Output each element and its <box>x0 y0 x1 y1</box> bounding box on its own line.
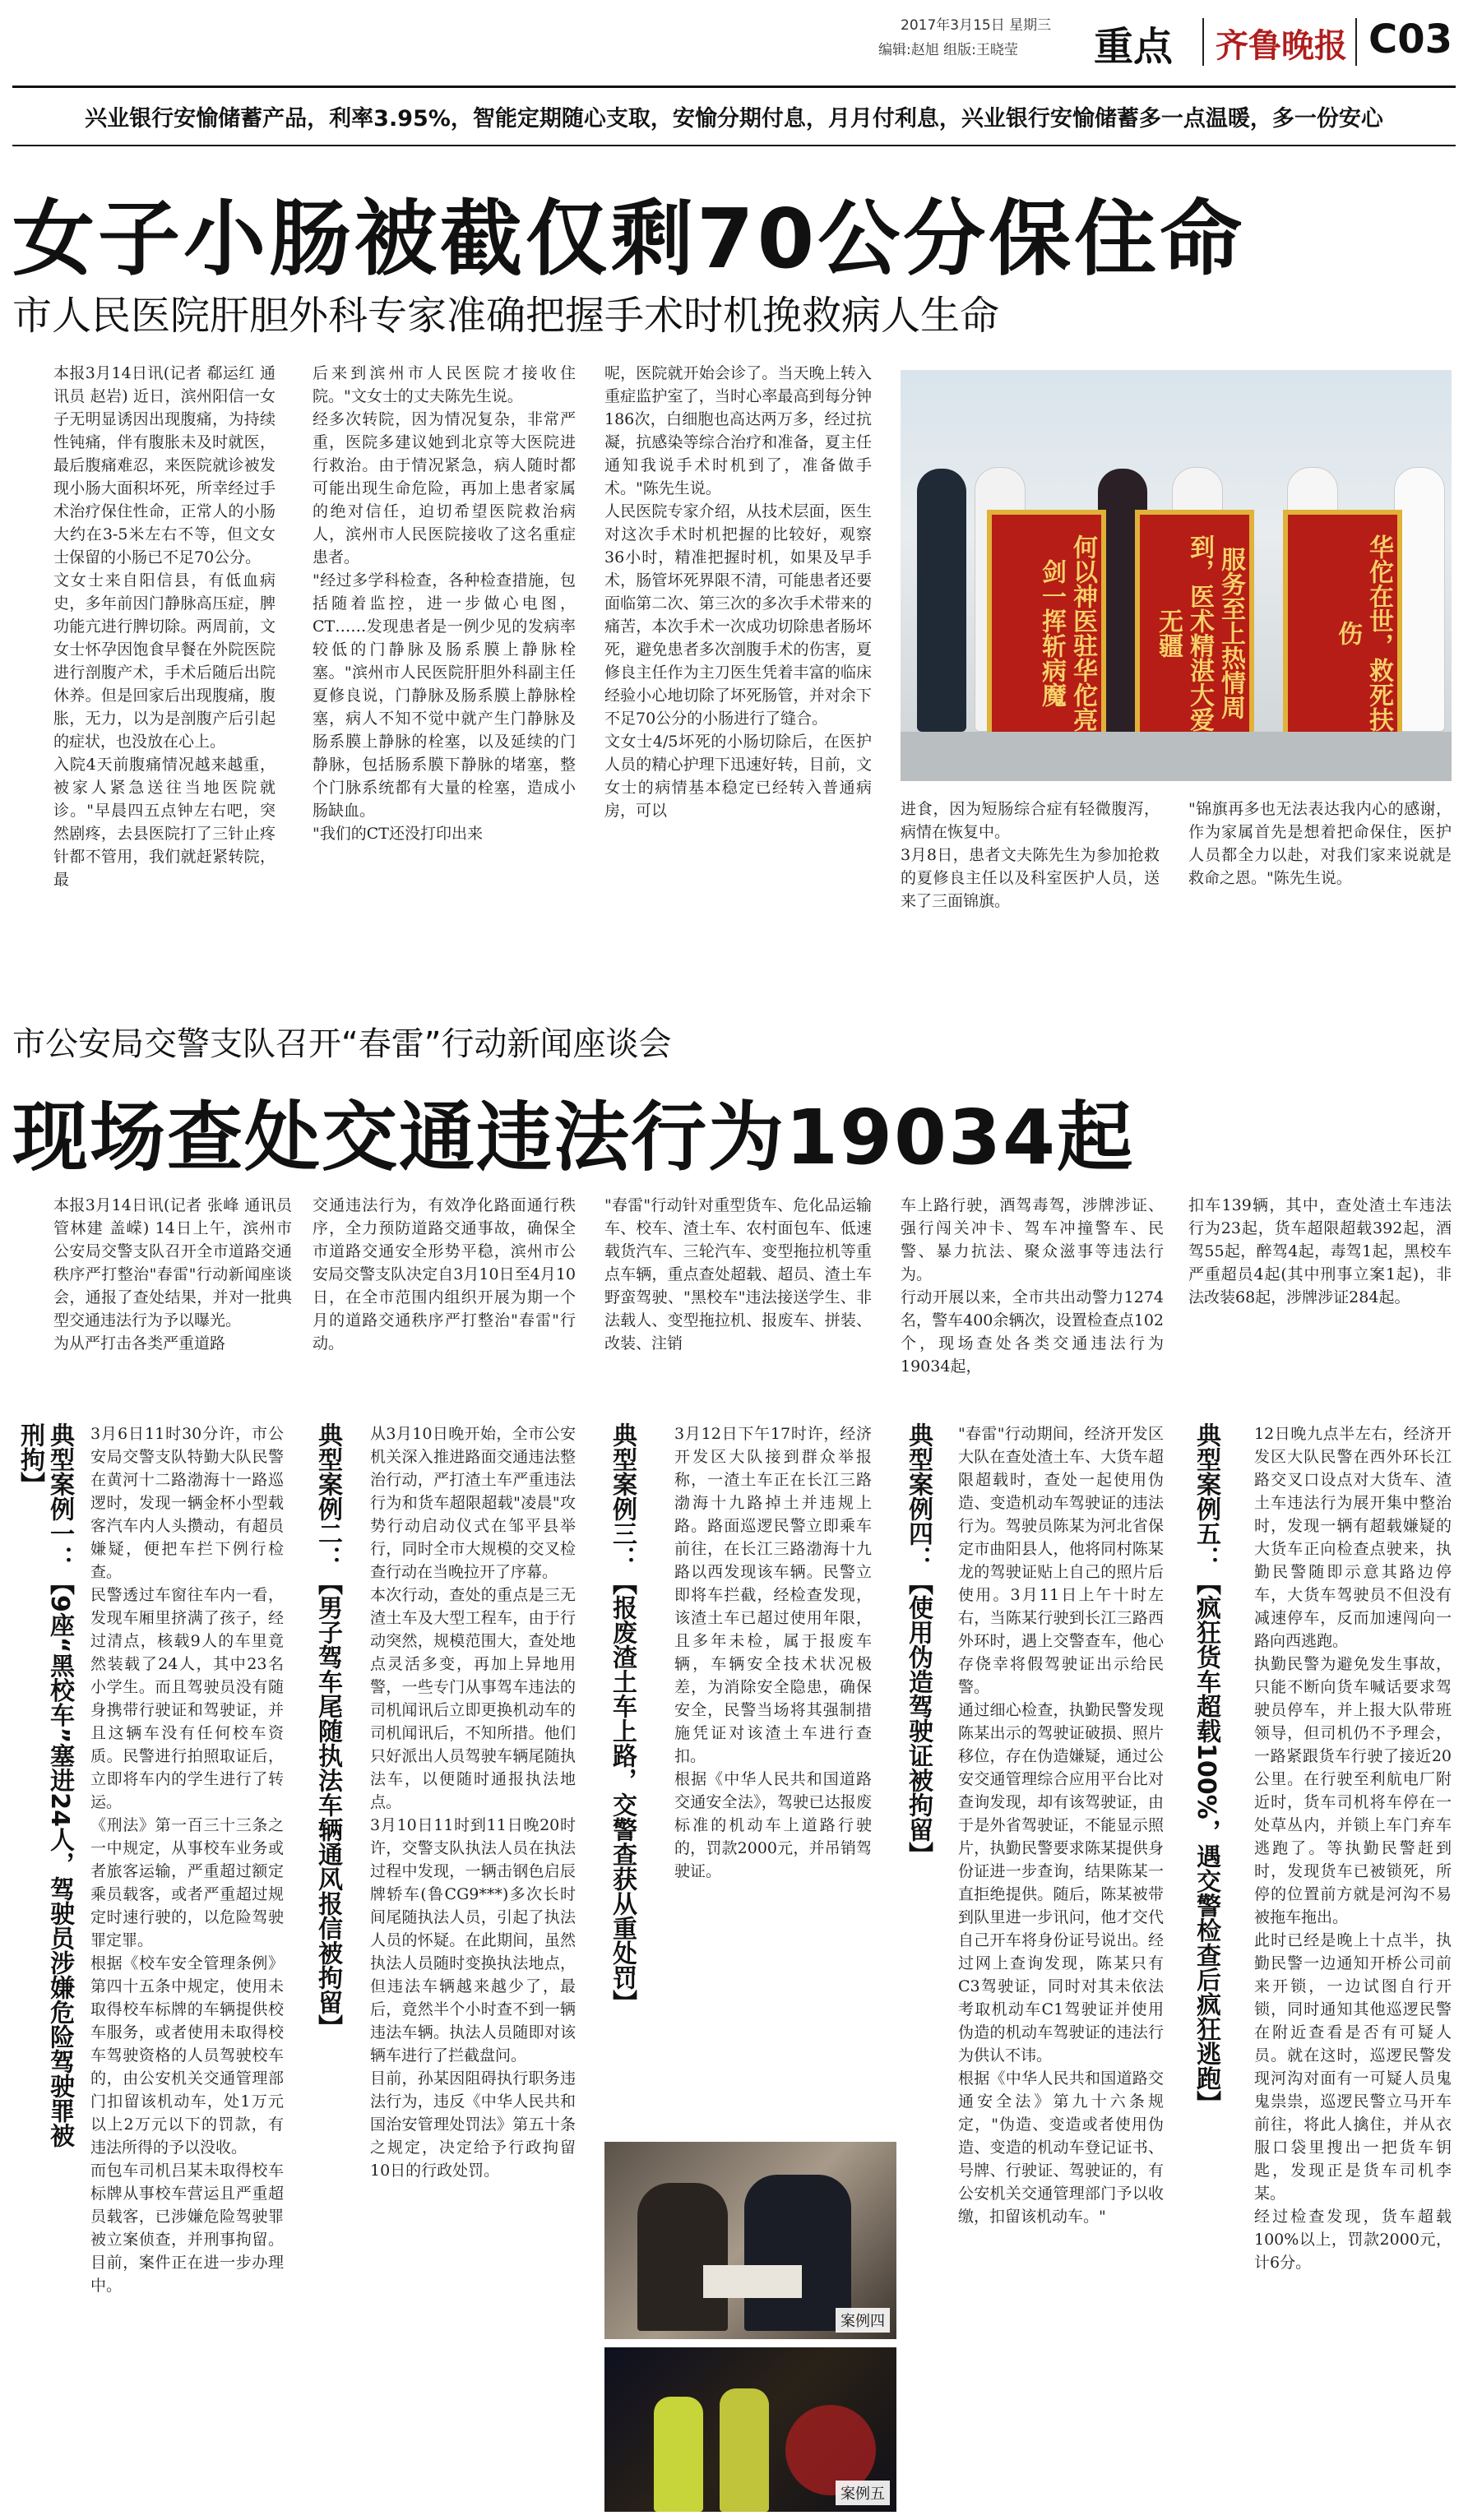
case5-label: 典型案例五： <box>1192 1422 1220 1570</box>
case5-title: 【疯狂货车超载100%，遇交警检查后疯狂逃跑】 <box>1192 1570 1220 2115</box>
case1-label: 典型案例一： <box>45 1422 74 1570</box>
article1-column-4: 进食，因为短肠综合症有轻微腹泻，病情在恢复中。 3月8日，患者文夫陈先生为参加抢救的夏修良主任以及科室医护人员，送来了三面锦旗。 <box>901 800 1160 910</box>
case2-title: 【男子驾车尾随执法车辆通风报信被拘留】 <box>313 1570 342 2039</box>
case4-body: "春雷"行动期间，经济开发区大队在查处渣土车、大货车超限超载时，查处一起使用伪造、变造机动车驾驶证的违法行为。驾驶员陈某为河北省保定市曲阳县人，他将同村陈某龙的驾驶证贴上自己的照片后使用。3月11日上午十时左右，当陈某行驶到长江三路西外环时，遇上交警查车，他心存侥幸将假驾驶证出示给民警。 通过细心检查，执勤民警发现陈某出示的驾驶证破损、照片移位，存在伪造嫌疑，通过公安交通管理综合应用平台比对查询发现，却有该驾驶证，由于是外省驾驶证，不能显示照片，执勤民警要求陈某提供身份证进一步查询，结果陈某一直拒绝提供。随后，陈某被带到队里进一步讯问，他才交代自己开车将身份证号说出。经过网上查询发现，陈某只有C3驾驶证，同时对其未依法考取机动车C1驾驶证并使用伪造的机动车驾驶证的违法行为供认不讳。 根据《中华人民共和国道路交通安全法》第九十六条规定，"伪造、变造或者使用伪造、变造的机动车登记证书、号牌、行驶证、驾驶证的，有公安机关交通管理部门予以收缴，扣留该机动车。" <box>958 1425 1164 2226</box>
section-name: 重点 <box>1094 24 1174 70</box>
issue-date: 2017年3月15日 星期三 <box>901 17 1052 34</box>
case4-caption: 案例四 <box>836 2308 890 2333</box>
case4-title: 【使用伪造驾驶证被拘留】 <box>904 1570 933 1866</box>
header-rule <box>12 86 1456 88</box>
case1-body: 3月6日11时30分许，市公安局交警支队特勤大队民警在黄河十二路渤海十一路巡逻时，发现一辆金杯小型载客汽车内人头攒动，有超员嫌疑，便把车拦下例行检查。 民警透过车窗往车内一看，发现车厢里挤满了孩子，经过清点，核载9人的车里竟然装载了24人，其中23名小学生。而且驾驶员没有随身携带行驶证和驾驶证，并且这辆车没有任何校车资质。民警进行拍照取证后，立即将车内的学生进行了转运。 《刑法》第一百三十三条之一中规定，从事校车业务或者旅客运输，严重超过额定乘员载客，或者严重超过规定时速行驶的，以危险驾驶罪定罪。 根据《校车安全管理条例》第四十五条中规定，使用未取得校车标牌的车辆提供校车服务，或者使用未取得校车驾驶资格的人员驾驶校车的，由公安机关交通管理部门扣留该机动车，处1万元以上2万元以下的罚款，有违法所得的予以没收。 而包车司机吕某未取得校车标牌从事校车营运且严重超员载客，已涉嫌危险驾驶罪被立案侦查，并刑事拘留。目前，案件正在进一步办理中。 <box>90 1425 284 2295</box>
article2-headline: 现场查处交通违法行为19034起 <box>12 1094 1135 1181</box>
article2-kicker: 市公安局交警支队召开“春雷”行动新闻座谈会 <box>12 1025 672 1063</box>
person-figure <box>917 469 966 732</box>
case1-heading <box>15 1422 74 2162</box>
article1-column-5: "锦旗再多也无法表达我内心的感谢，作为家属首先是想着把命保住，医护人员都全力以赴，对我们家来说就是救命之恩。"陈先生说。 <box>1188 800 1452 887</box>
bank-ad-banner: 兴业银行安愉储蓄产品，利率3.95%，智能定期随心支取，安愉分期付息，月月付利息，兴业银行安愉储蓄多一点温暖，多一份安心 <box>85 106 1383 132</box>
case3-heading <box>607 1422 637 2162</box>
ad-rule <box>12 145 1456 146</box>
award-banner-photo <box>901 370 1452 781</box>
silk-banner: 服务至上热情周到，医术精湛大爱无疆 <box>1135 510 1254 756</box>
case2-body: 从3月10日晚开始，全市公安机关深入推进路面交通违法整治行动，严打渣土车严重违法行为和货车超限超载"凌晨"攻势行动启动仪式在邹平县举行，同时全市大规模的交叉检查行动在当晚拉开了序幕。 本次行动，查处的重点是三无渣土车及大型工程车，由于行动突然，规模范围大，查处地点灵活多变，再加上异地用警，一些专门从事驾车违法的司机闻讯后立即更换机动车的司机闻讯后，不知所措。他们只好派出人员驾驶车辆尾随执法车，以便随时通报执法地点。 3月10日11时到11日晚20时许，交警支队执法人员在执法过程中发现，一辆击钢色启辰牌轿车(鲁CG9***)多次长时间尾随执法人员，引起了执法人员的怀疑。在此期间，虽然执法人员随时变换执法地点，但违法车辆越来越少了，最后，竟然半个小时查不到一辆违法车辆。执法人员随即对该辆车进行了拦截盘问。 目前，孙某因阻碍执行职务违法行为，违反《中华人民共和国治安管理处罚法》第五十条之规定，决定给予行政拘留10日的行政处罚。 <box>370 1425 576 2180</box>
document-sheet <box>703 2265 802 2298</box>
officer-vest <box>720 2388 769 2512</box>
page-number: C03 <box>1368 16 1453 62</box>
case4-photo <box>604 2142 896 2339</box>
case5-photo <box>604 2347 896 2512</box>
floor <box>901 732 1452 781</box>
newspaper-logo: 齐鲁晚报 <box>1216 26 1347 65</box>
header-divider <box>1202 18 1204 66</box>
article2-column-1: 本报3月14日讯(记者 张峰 通讯员 管林建 盖嵘) 14日上午，滨州市公安局交警支队召开全市道路交通秩序严打整治"春雷"行动新闻座谈会，通报了查处结果，并对一批典型交通违法行为予以曝光。 为从严打击各类严重道路 <box>53 1196 292 1352</box>
case3-label: 典型案例三： <box>608 1422 637 1570</box>
article1-subheadline: 市人民医院肝胆外科专家准确把握手术时机挽救病人生命 <box>12 293 1000 339</box>
case3-body: 3月12日下午17时许，经济开发区大队接到群众举报称，一渣土车正在长江三路渤海十九路掉土并违规上路。路面巡逻民警立即乘车前往，在长江三路渤海十九路以西发现该车辆。民警立即将车拦截，经检查发现，该渣土车已超过使用年限，且多年未检，属于报废车辆，车辆安全技术状况极差，为消除安全隐患，确保安全，民警当场将其强制措施凭证对该渣土车进行查扣。 根据《中华人民共和国道路交通安全法》，驾驶已达报废标准的机动车上道路行驶的，罚款2000元，并吊销驾驶证。 <box>674 1425 872 1880</box>
silk-banner: 华佗在世，救死扶伤 <box>1283 510 1402 756</box>
header-divider <box>1355 18 1357 66</box>
silk-banner: 何以神医驻华佗亮剑一挥斩病魔 <box>987 510 1106 756</box>
editors-line: 编辑:赵旭 组版:王晓莹 <box>878 42 1018 58</box>
officer-vest <box>654 2397 703 2512</box>
article1-column-1: 本报3月14日讯(记者 郗运红 通讯员 赵岩) 近日，滨州阳信一女子无明显诱因出现腹痛，为持续性钝痛，伴有腹胀未及时就医，最后腹痛难忍，来医院就诊被发现小肠大面积坏死，所幸经过手术治疗保住性命，正常人的小肠大约在3-5米左右不等，但文女士保留的小肠已不足70公分。 文女士来自阳信县，有低血病史，多年前因门静脉高压症，脾功能亢进行脾切除。两周前，文女士怀孕因饱食早餐在外院医院进行剖腹产术，手术后随后出院休养。但是回家后出现腹痛，腹胀，无力，以为是剖腹产后引起的症状，也没放在心上。 入院4天前腹痛情况越来越重，被家人紧急送往当地医院就诊。"早晨四五点钟左右吧，突然剧疼，去县医院打了三针止疼针都不管用，我们就赶紧转院，最 <box>53 364 276 889</box>
article1-headline: 女子小肠被截仅剩70公分保住命 <box>12 191 1246 287</box>
case5-body: 12日晚九点半左右，经济开发区大队民警在西外环长江路交叉口设点对大货车、渣土车违法行为展开集中整治时，发现一辆有超载嫌疑的大货车正向检查点驶来，执勤民警随即示意其路边停车，大货车驾驶员不但没有减速停车，反而加速闯向一路向西逃跑。 执勤民警为避免发生事故，只能不断向货车喊话要求驾驶员停车，并上报大队带班领导，但司机仍不予理会，一路紧跟货车行驶了接近20公里。在行驶至利航电厂附近时，货车司机将车停在一处草丛内，并锁上车门弃车逃跑了。等执勤民警赶到时，发现货车已被锁死，所停的位置前方就是河沟不易被拖车拖出。 此时已经是晚上十点半，执勤民警一边通知开桥公司前来开锁，一边试图自行开锁，同时通知其他巡逻民警在附近查看是否有可疑人员。就在这时，巡逻民警发现河沟对面有一可疑人员鬼鬼祟祟，巡逻民警立马开车前往，将此人擒住，并从衣服口袋里搜出一把货车钥匙，发现正是货车司机李某。 经过检查发现，货车超载100%以上，罚款2000元，计6分。 <box>1254 1425 1452 2272</box>
case3-title: 【报废渣土车上路，交警查获从重处罚】 <box>608 1570 637 2014</box>
article2-column-3: "春雷"行动针对重型货车、危化品运输车、校车、渣土车、农村面包车、低速载货汽车、三轮汽车、变型拖拉机等重点车辆，重点查处超载、超员、渣土车野蛮驾驶、"黑校车"违法接送学生、非法载人、变型拖拉机、报废车、拼装、改装、注销 <box>604 1196 872 1352</box>
case2-label: 典型案例二： <box>313 1422 342 1570</box>
case4-heading <box>903 1422 933 2162</box>
article2-column-4: 车上路行驶，酒驾毒驾，涉牌涉证、强行闯关冲卡、驾车冲撞警车、民警、暴力抗法、聚众滋事等违法行为。 行动开展以来，全市共出动警力1274名，警车400余辆次，设置检查点102个，现场查处各类交通违法行为19034起， <box>901 1196 1164 1376</box>
case4-label: 典型案例四： <box>904 1422 933 1570</box>
case2-heading <box>313 1422 342 2162</box>
article2-column-5: 扣车139辆，其中，查处渣土车违法行为23起，货车超限超载392起，酒驾55起，醉驾4起，毒驾1起，黑校车严重超员4起(其中刑事立案1起)，非法改装68起，涉牌涉证284起。 <box>1188 1196 1452 1306</box>
officer-figure <box>637 2183 728 2331</box>
case1-title: 【9座“黑校车”塞进24人，驾驶员涉嫌危险驾驶罪被刑拘】 <box>16 1422 74 2148</box>
case5-caption: 案例五 <box>836 2481 890 2505</box>
case5-heading <box>1191 1422 1220 2162</box>
article2-column-2: 交通违法行为，有效净化路面通行秩序，全力预防道路交通事故，确保全市道路交通安全形势平稳，滨州市公安局交警支队决定自3月10日至4月10日，在全市范围内组织开展为期一个月的道路交通秩序严打整治"春雷"行动。 <box>313 1196 576 1352</box>
article1-column-3: 呢，医院就开始会诊了。当天晚上转入重症监护室了，当时心率最高到每分钟186次，白细胞也高达两万多，经过抗凝，抗感染等综合治疗和准备，夏主任通知我说手术时机到了，准备做手术。"陈先生说。 人民医院专家介绍，从技术层面，医生对这次手术时机把握的比较好，观察36小时，精准把握时机，如果及早手术，肠管坏死界限不清，可能患者还要面临第二次、第三次的多次手术带来的痛苦，本次手术一次成功切除患者肠坏死，避免患者多次剖腹手术的伤害，夏修良主任作为主刀医生凭着丰富的临床经验小心地切除了坏死肠管，并对余下不足70公分的小肠进行了缝合。 文女士4/5坏死的小肠切除后，在医护人员的精心护理下迅速好转，目前，文女士的病情基本稳定已经转入普通病房，可以 <box>604 364 872 820</box>
article1-column-2: 后来到滨州市人民医院才接收住院。"文女士的丈夫陈先生说。 经多次转院，因为情况复杂，非常严重，医院多建议她到北京等大医院进行救治。由于情况紧急，病人随时都可能出现生命危险，再加上患者家属的绝对信任，迫切希望医院救治病人，滨州市人民医院接收了这名重症患者。 "经过多学科检查，各种检查措施，包括随着监控，进一步做心电图，CT……发现患者是一例少见的发病率较低的门静脉及肠系膜上静脉栓塞。"滨州市人民医院肝胆外科副主任夏修良说，门静脉及肠系膜上静脉栓塞，病人不知不觉中就产生门静脉及肠系膜上静脉的栓塞，以及延续的门静脉，包括肠系膜下静脉的堵塞，整个门脉系统都有大量的栓塞，造成小肠缺血。 "我们的CT还没打印出来 <box>313 364 576 843</box>
